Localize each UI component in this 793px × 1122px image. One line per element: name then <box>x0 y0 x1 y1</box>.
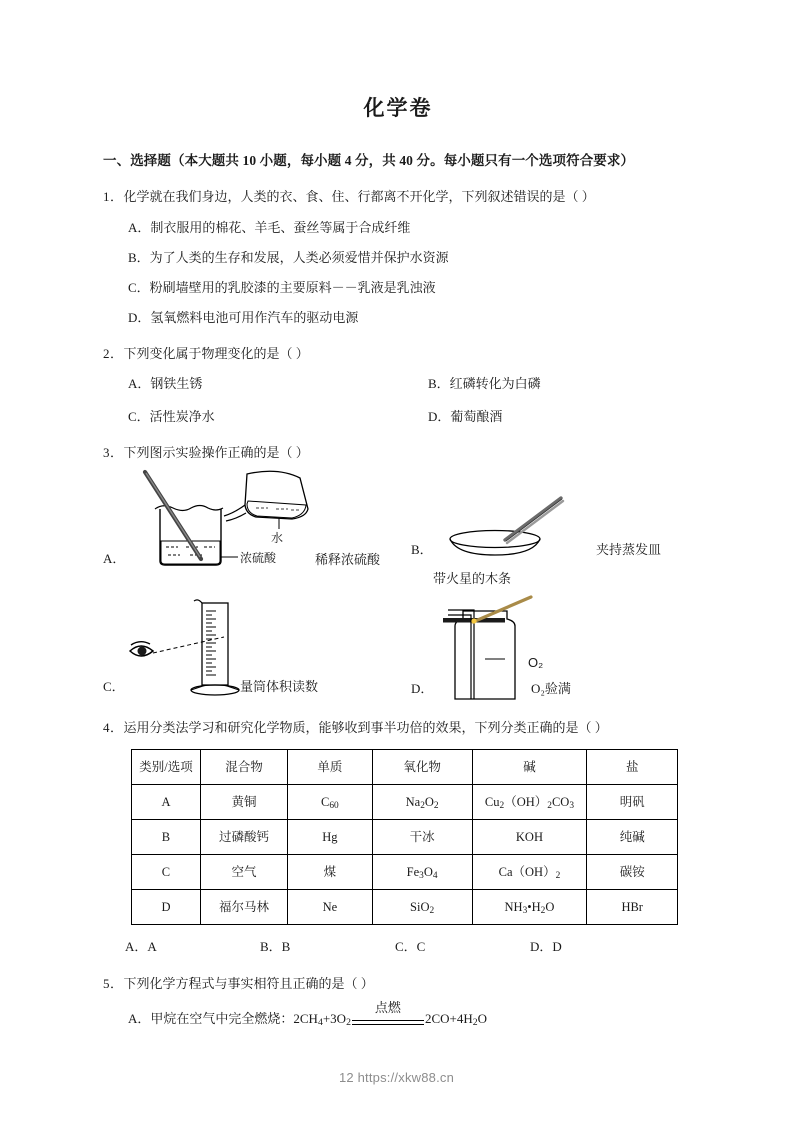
cell-mixture: 福尔马林 <box>200 890 287 925</box>
figure-label-c: C． <box>103 679 125 695</box>
cell-option: D <box>132 890 201 925</box>
table-row <box>132 855 678 890</box>
figure-option-c[interactable] <box>103 595 403 700</box>
question-3-stem <box>103 443 693 463</box>
arrow-bar-top <box>352 1020 424 1021</box>
question-5-text: 下列化学方程式与事实相符且正确的是（ ） <box>123 975 374 991</box>
cell-base: $NH_3•H_2O$ <box>472 890 587 925</box>
question-4-options <box>103 937 693 957</box>
col-header-category: 类别/选项 <box>132 750 201 785</box>
question-3 <box>103 443 693 714</box>
cell-element: Ne <box>288 890 373 925</box>
option-a[interactable]: A．制衣服用的棉花、羊毛、蚕丝等属于合成纤维 <box>128 219 411 235</box>
equation-prefix: A．甲烷在空气中完全燃烧： <box>128 1010 294 1026</box>
cell-salt: HBr <box>587 890 678 925</box>
option-c[interactable]: C．C <box>395 939 426 955</box>
option-b[interactable]: B．为了人类的生存和发展，人类必须爱惜并保护水资源 <box>128 249 449 265</box>
question-3-number: 3． <box>103 445 124 461</box>
cell-base: $Ca(OH)_2$ <box>472 855 587 890</box>
col-header-element: 单质 <box>288 750 373 785</box>
question-5-option-a[interactable] <box>103 999 693 1029</box>
figure-label-d: D． <box>411 681 434 697</box>
question-1-stem <box>103 187 693 207</box>
col-header-oxide: 氧化物 <box>372 750 472 785</box>
figure-caption-c: 量筒体积读数 <box>240 679 319 695</box>
reaction-condition: 点燃 <box>374 999 401 1015</box>
cell-salt: 纯碱 <box>587 820 678 855</box>
option-a[interactable]: A．钢铁生锈 <box>128 375 203 391</box>
cell-oxide: SiO$_2$ <box>372 890 472 925</box>
label-concentrated-sulfuric-acid: 浓硫酸 <box>240 551 277 566</box>
col-header-base: 碱 <box>472 750 587 785</box>
question-1-number: 1． <box>103 189 124 205</box>
question-1-text: 化学就在我们身边，人类的衣、食、住、行都离不开化学，下列叙述错误的是（ ） <box>123 189 595 205</box>
question-4 <box>103 718 693 957</box>
figure-option-b[interactable] <box>411 494 701 574</box>
question-1 <box>103 187 693 327</box>
question-2-options <box>103 374 693 427</box>
page-title: 化学卷 <box>363 96 433 120</box>
question-5 <box>103 974 693 1029</box>
equation-reactants: $2CH_4+3O_2$ <box>293 1010 351 1029</box>
figure-caption-d: O₂验满 <box>531 681 571 697</box>
figure-caption-a: 稀释浓硫酸 <box>315 552 381 568</box>
section-heading: 一、选择题（本大题共 10 小题，每小题 4 分，共 40 分。每小题只有一个选项符合要求） <box>103 153 635 169</box>
cell-salt: 明矾 <box>587 785 678 820</box>
cell-base: KOH <box>472 820 587 855</box>
question-5-stem <box>103 974 693 994</box>
option-d[interactable]: D．D <box>530 939 562 955</box>
question-1-options <box>103 217 693 328</box>
question-2 <box>103 344 693 427</box>
option-c[interactable]: C．活性炭净水 <box>128 409 215 425</box>
question-4-number: 4． <box>103 720 124 736</box>
question-4-stem <box>103 718 693 738</box>
option-b[interactable]: B．B <box>260 939 291 955</box>
equation-products: $2CO+4H_2O$ <box>424 1010 487 1029</box>
col-header-salt: 盐 <box>587 750 678 785</box>
cell-base: $Cu_2(OH)_2CO_3$ <box>472 785 587 820</box>
figure-option-d[interactable] <box>411 569 701 704</box>
cell-element: $C_{60}$ <box>288 785 373 820</box>
table-row <box>132 820 678 855</box>
table-row <box>132 785 678 820</box>
cell-oxide: 干冰 <box>372 820 472 855</box>
label-glowing-splint: 带火星的木条 <box>433 571 512 587</box>
classification-table <box>131 749 678 925</box>
cell-oxide: $Fe_3O_4$ <box>372 855 472 890</box>
figure-caption-b: 夹持蒸发皿 <box>596 542 662 558</box>
page-content <box>103 0 693 1029</box>
table-header-row <box>132 750 678 785</box>
question-3-figures <box>103 469 693 714</box>
figure-label-b: B． <box>411 542 433 558</box>
question-5-number: 5． <box>103 975 124 991</box>
footer-watermark: 12 https://xkw88.cn <box>338 1070 455 1085</box>
question-3-text: 下列图示实验操作正确的是（ ） <box>123 445 309 461</box>
cell-salt: 碳铵 <box>587 855 678 890</box>
question-2-text: 下列变化属于物理变化的是（ ） <box>123 345 309 361</box>
cell-oxide: $Na_2O_2$ <box>372 785 472 820</box>
cell-option: A <box>132 785 201 820</box>
question-4-text: 运用分类法学习和研究化学物质，能够收到事半功倍的效果，下列分类正确的是（ ） <box>123 720 608 736</box>
reaction-arrow <box>352 999 424 1029</box>
label-water: 水 <box>271 531 284 546</box>
option-d[interactable]: D．葡萄酿酒 <box>428 409 503 425</box>
label-oxygen: O₂ <box>528 655 544 671</box>
cell-mixture: 过磷酸钙 <box>200 820 287 855</box>
option-c[interactable]: C．粉刷墙壁用的乳胶漆的主要原料－－乳液是乳浊液 <box>128 279 436 295</box>
cell-element: 煤 <box>288 855 373 890</box>
figure-label-a: A． <box>103 551 126 567</box>
cell-mixture: 空气 <box>200 855 287 890</box>
question-2-stem <box>103 344 693 364</box>
option-b[interactable]: B．红磷转化为白磷 <box>428 375 541 391</box>
option-a[interactable]: A．A <box>125 939 157 955</box>
evaporating-dish-tongs-diagram <box>433 494 593 562</box>
question-2-number: 2． <box>103 345 124 361</box>
arrow-bar-bottom <box>352 1024 424 1025</box>
table-row <box>132 890 678 925</box>
figure-option-a[interactable] <box>103 469 403 574</box>
cell-option: B <box>132 820 201 855</box>
cell-element: Hg <box>288 820 373 855</box>
cell-option: C <box>132 855 201 890</box>
cell-mixture: 黄铜 <box>200 785 287 820</box>
option-d[interactable]: D．氢氧燃料电池可用作汽车的驱动电源 <box>128 309 359 325</box>
col-header-mixture: 混合物 <box>200 750 287 785</box>
